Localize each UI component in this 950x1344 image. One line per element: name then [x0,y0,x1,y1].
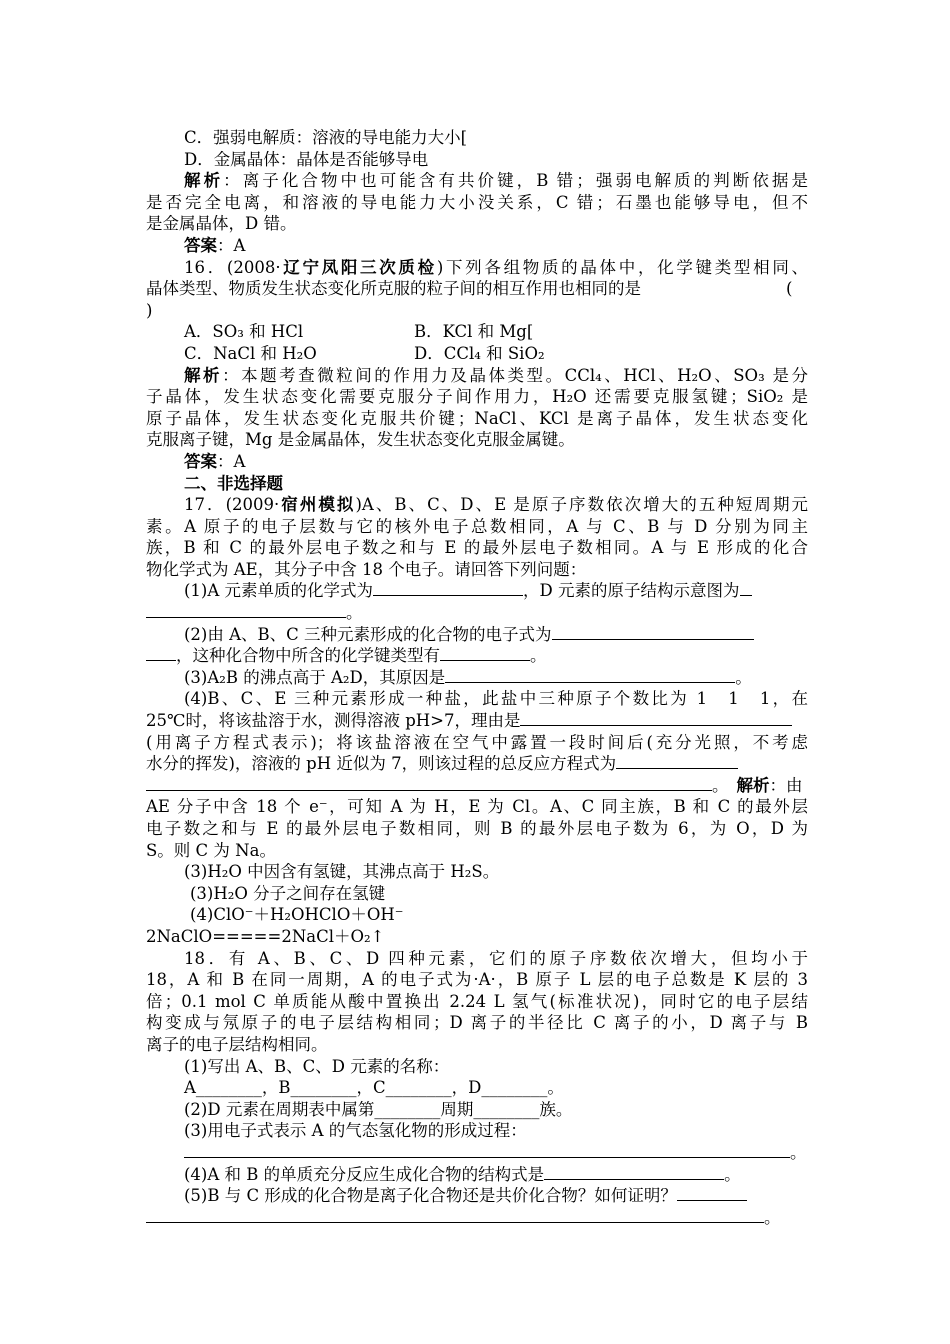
q18-stem-line-2: 18，A 和 B 在同一周期，A 的电子式为·A·，B 原子 L 层的电子总数是 K 层的 3 [146,970,808,990]
q15-analysis-line-2: 是否完全电离，和溶液的导电能力大小没关系，C 错；石墨也能够导电，但不 [146,192,808,212]
blank [616,753,738,769]
q17-part-4-cont: 。 解析：由 [146,775,808,797]
q17-analysis-line-4: S。则 C 为 Na。 [146,840,276,860]
q18-part-2: (2)D 元素在周期表中属第________周期________族。 [184,1099,573,1119]
q17-answer-1: (3)H₂O 中因含有氢键，其沸点高于 H₂S。 [184,862,500,882]
q16-stem-line-3: ) [146,300,153,320]
q16-option-b: B．KCl 和 Mg[ [414,322,534,342]
q17-source: 宿州模拟 [279,495,356,515]
q17-analysis-line-3: 电子数之和与 E 的最外层电子数相同，则 B 的最外层电子数为 6，为 O，D 为 [146,819,808,838]
analysis-label: 解析 [736,775,770,795]
q16-analysis-line-2: 子晶体，发生状态变化需要克服分子间作用力，H₂O 还需要克服氢键；SiO₂ 是 [146,387,808,407]
blank [740,580,752,596]
blank [146,645,176,661]
q18-stem-line-4: 构变成与氖原子的电子层结构相同；D 离子的半径比 C 离子的小，D 离子与 B [146,1013,808,1033]
q16-source: 辽宁凤阳三次质检 [280,257,437,277]
blank [544,1164,724,1180]
q15-answer: 答案：A [184,235,246,255]
blank [445,667,735,683]
q17-answer-4: 2NaClO=====2NaCl＋O₂↑ [146,926,385,946]
q18-part-3: (3)用电子式表示 A 的气态氢化物的形成过程： [184,1121,527,1141]
q16-stem-line-1: 16．(2008·辽宁凤阳三次质检)下列各组物质的晶体中，化学键类型相同、 [184,257,809,277]
q15-analysis-line-3: 是金属晶体，D 错。 [146,214,297,234]
document-body [146,127,808,1228]
answer-label: 答案 [184,235,217,255]
q17-stem-line-2: 素。A 原子的电子层数与它的核外电子总数相同，A 与 C、B 与 D 分别为同主 [146,516,808,536]
q17-part-3: (3)A₂B 的沸点高于 A₂D，其原因是 。 [184,667,752,687]
blank [146,602,346,618]
blank [520,710,792,726]
blank [146,1207,764,1223]
q16-options-ab [146,321,808,343]
q16-option-c: C．NaCl 和 H₂O [184,343,317,363]
q16-analysis-line-4: 克服离子键，Mg 是金属晶体，发生状态变化克服金属键。 [146,430,575,450]
q16-answer: 答案：A [184,451,246,471]
q15-analysis-line-1: 解析：离子化合物中也可能含有共价键，B 错；强弱电解质的判断依据是 [184,171,808,191]
q17-part-2: (2)由 A、B、C 三种元素形成的化合物的电子式为 [146,624,808,646]
q17-part-4-line-4: 水分的挥发)，溶液的 pH 近似为 7，则该过程的总反应方程式为 [146,753,808,775]
q17-stem-line-3: 族，B 和 C 的最外层电子数之和与 E 的最外层电子数相同。A 与 E 形成的化合 [146,538,808,558]
q17-stem-line-1: 17．(2009·宿州模拟)A、B、C、D、E 是原子序数依次增大的五种短周期元 [184,495,809,515]
blank [552,624,754,640]
q17-part-2-cont: ，这种化合物中所含的化学键类型有 。 [146,645,808,667]
q16-stem-line-2: 晶体类型、物质发生状态变化所克服的粒子间的相互作用也相同的是 ( [146,279,793,299]
q18-stem-line-3: 倍；0.1 mol C 单质能从酸中置换出 2.24 L 氢气(标准状况)，同时它的电子层结 [146,991,808,1011]
q18-part-1: (1)写出 A、B、C、D 元素的名称： [184,1056,450,1076]
q17-part-4-line-2: 25℃时，将该盐溶于水，测得溶液 pH>7，理由是 [146,710,808,732]
analysis-label: 解析 [184,365,223,385]
q18-part-3-cont: 。 [146,1142,808,1164]
q17-answer-3: (4)ClO⁻＋H₂OHClO＋OH⁻ [190,905,404,925]
blank [440,645,530,661]
analysis-label: 解析 [184,171,224,191]
q17-part-4-line-1: (4)B、C、E 三种元素形成一种盐，此盐中三种原子个数比为 1 1 1，在 [184,689,808,709]
q18-stem-line-5: 离子的电子层结构相同。 [146,1034,328,1054]
q16-options-cd [146,343,808,365]
q16-analysis-line-3: 原子晶体，发生状态变化克服共价键；NaCl、KCl 是离子晶体，发生状态变化 [146,408,808,428]
q15-option-c: C．强弱电解质：溶液的导电能力大小[ [184,128,468,147]
q17-answer-2: (3)H₂O 分子之间存在氢键 [190,883,386,903]
q15-option-d: D．金属晶体：晶体是否能够导电 [184,149,429,169]
q18-part-5: (5)B 与 C 形成的化合物是离子化合物还是共价化合物？如何证明？ [146,1185,808,1207]
answer-label: 答案 [184,451,217,471]
blank [373,580,523,596]
section-heading: 二、非选择题 [184,473,283,493]
q16-option-d: D．CCl₄ 和 SiO₂ [414,343,545,363]
q18-part-4: (4)A 和 B 的单质充分反应生成化合物的结构式是 。 [184,1164,741,1184]
blank [146,775,712,791]
q17-analysis-line-2: AE 分子中含 18 个 e⁻，可知 A 为 H，E 为 Cl。A、C 同主族，B 和 C 的最外层 [146,797,808,817]
q17-stem-line-4: 物化学式为 AE，其分子中含 18 个电子。请回答下列问题： [146,559,587,579]
blank [677,1185,747,1201]
q16-option-a: A．SO₃ 和 HCl [184,322,304,342]
q17-part-1-cont: 。 [146,602,808,624]
q17-part-1: (1)A 元素单质的化学式为 ，D 元素的原子结构示意图为 [146,580,808,602]
q16-analysis-line-1: 解析：本题考查微粒间的作用力及晶体类型。CCl₄、HCl、H₂O、SO₃ 是分 [184,365,808,385]
q17-part-4-line-3: (用离子方程式表示)；将该盐溶液在空气中露置一段时间后(充分光照，不考虑 [146,732,808,752]
q18-part-1-blanks: A________，B________，C________，D________。 [184,1078,564,1098]
q18-part-5-cont: 。 [146,1207,808,1229]
blank [184,1142,790,1158]
q18-stem-line-1: 18．有 A、B、C、D 四种元素，它们的原子序数依次增大，但均小于 [184,948,808,968]
